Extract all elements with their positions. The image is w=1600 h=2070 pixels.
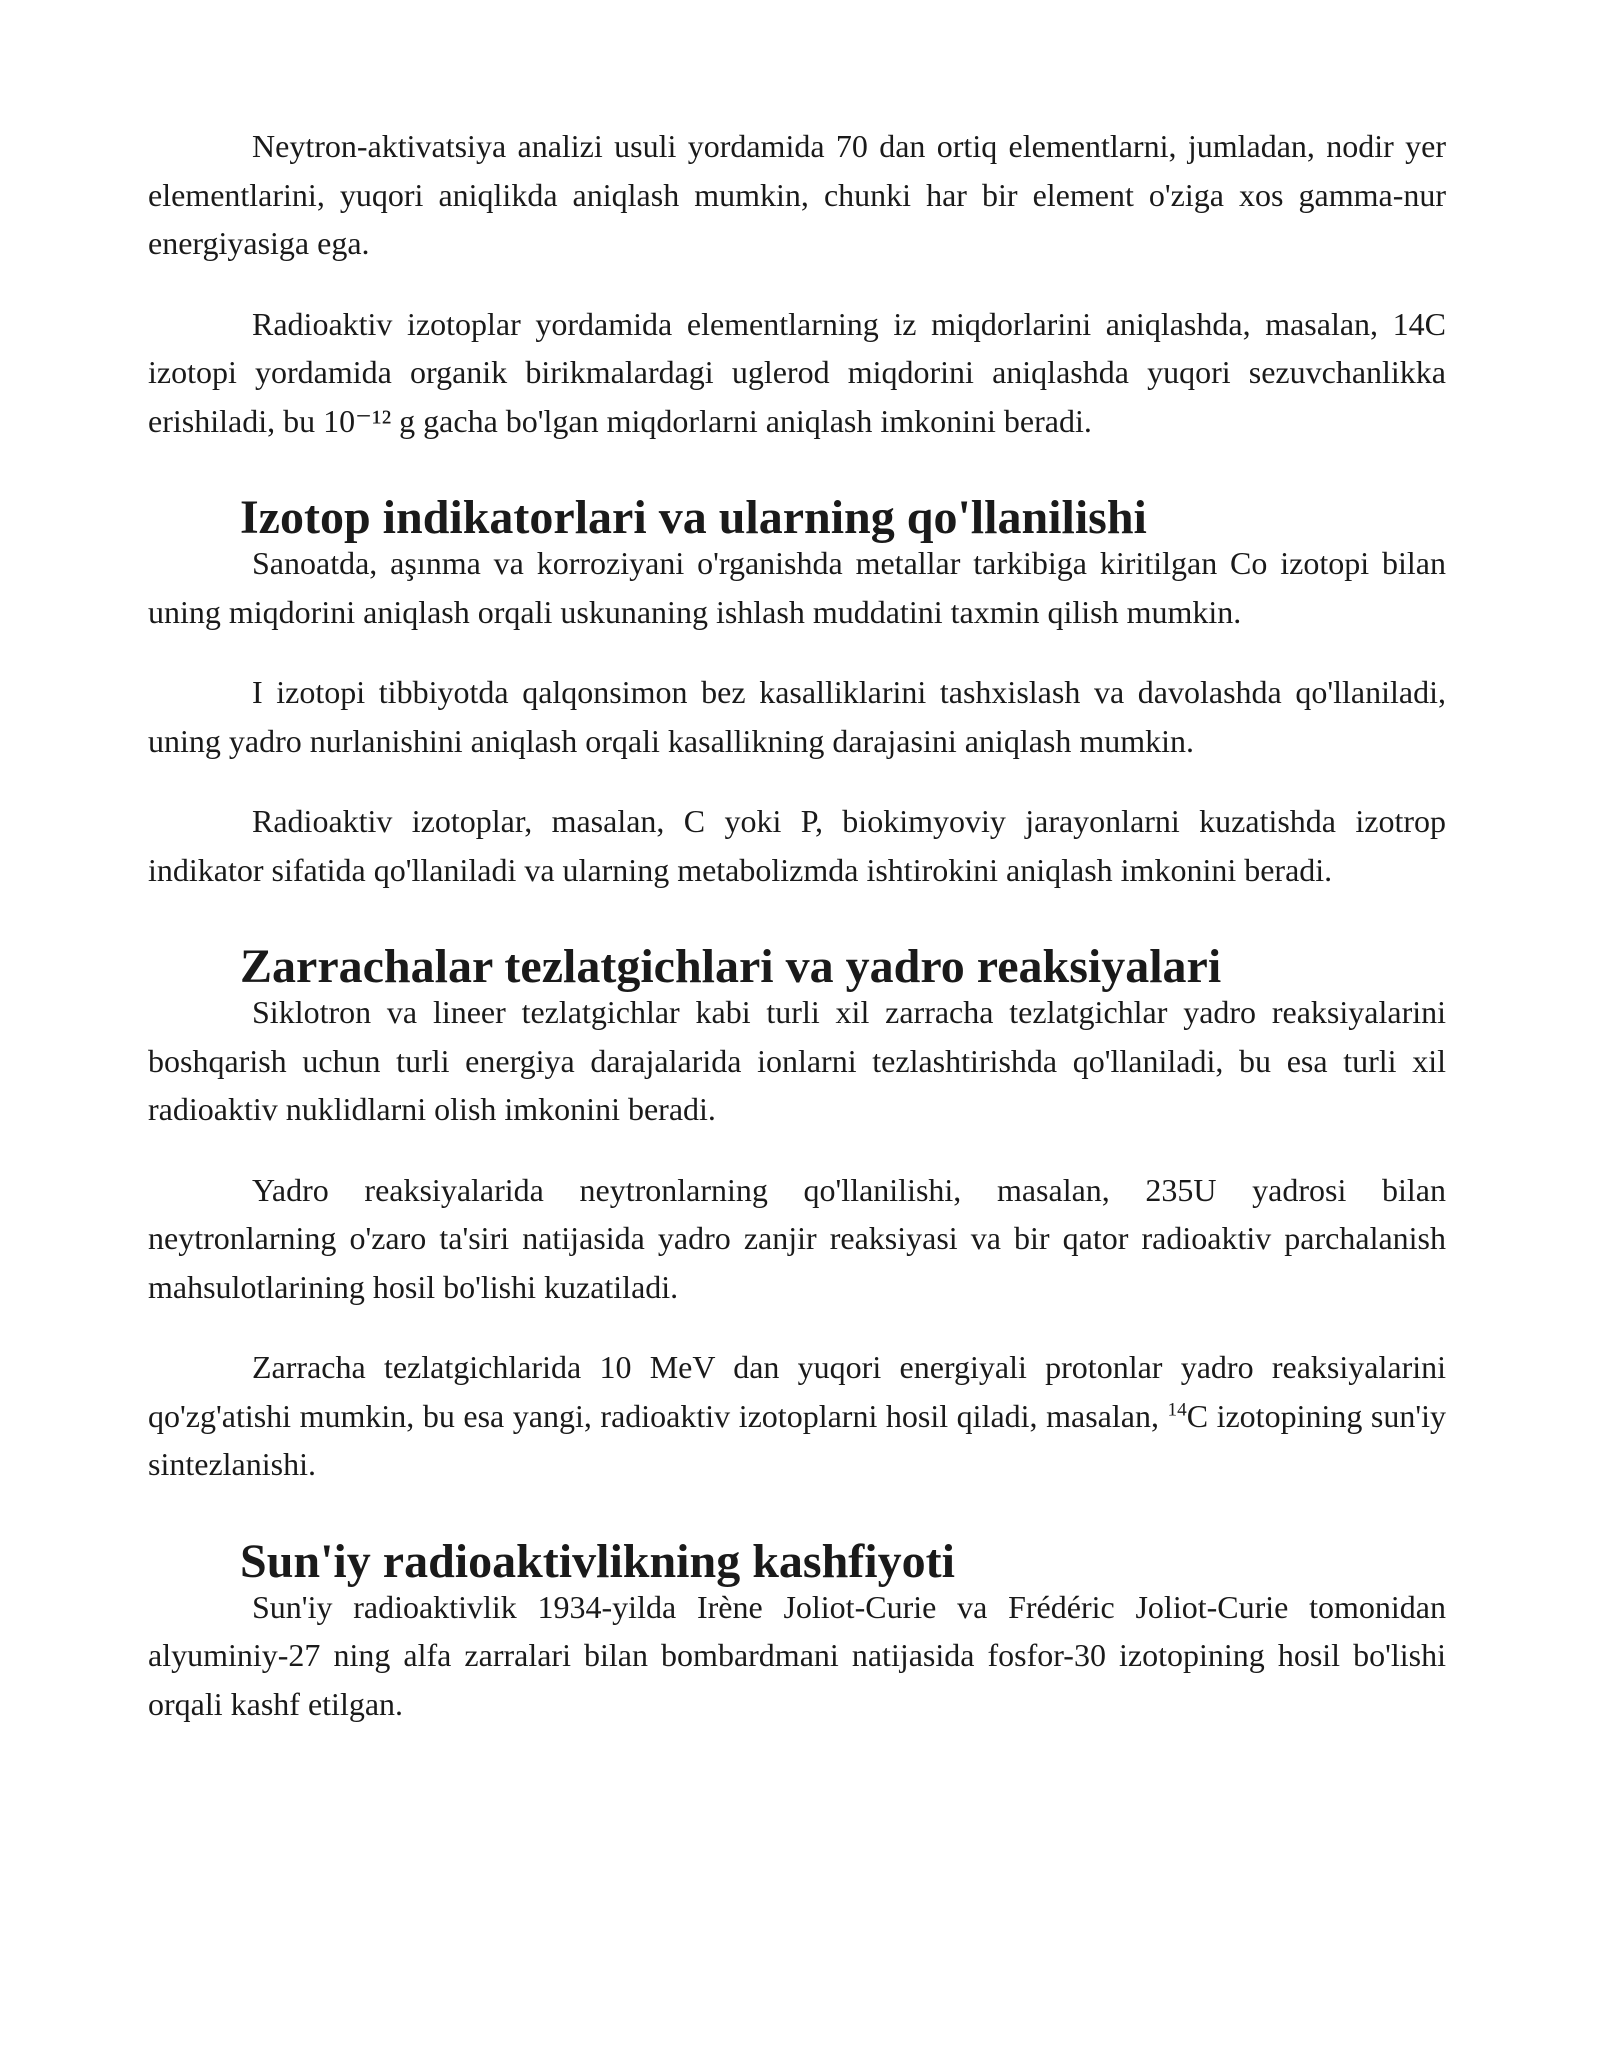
paragraph-text: Zarracha tezlatgichlarida 10 MeV dan yuqori energiyali protonlar yadro reaksiyalarini qo'zg'atishi mumkin, bu esa yangi, radioaktiv izotoplarni hosil qiladi, masalan, bbox=[148, 1349, 1446, 1434]
section-heading-accelerators: Zarrachalar tezlatgichlari va yadro reaksiyalari bbox=[240, 940, 1222, 993]
document-page bbox=[148, 122, 1446, 1728]
paragraph-neutron-activation: Neytron-aktivatsiya analizi usuli yordamida 70 dan ortiq elementlarni, jumladan, nodir yer elementlarini, yuqori aniqlikda aniqlash mumkin, chunki har bir element o'ziga xos gamma-nur energiyasiga ega. bbox=[148, 128, 1446, 261]
superscript-mass-number: 14 bbox=[1167, 1398, 1187, 1420]
paragraph-text: Radioaktiv izotoplar yordamida elementlarning iz miqdorlarini aniqlashda, masalan, 14C izotopi yordamida organik birikmalardagi uglerod miqdorini aniqlashda yuqori sezuvchanlikka erishiladi, bu bbox=[148, 305, 1446, 439]
paragraph-joliot-curie: Sun'iy radioaktivlik 1934-yilda Irène Joliot-Curie va Frédéric Joliot-Curie tomonidan alyuminiy-27 ning alfa zarralari bilan bombardmani natijasida fosfor-30 izotopining hosil bo'lishi orqali kashf etilgan. bbox=[148, 1588, 1446, 1722]
paragraph-iodine-medicine: I izotopi tibbiyotda qalqonsimon bez kasalliklarini tashxislash va davolashda qo'llaniladi, uning yadro nurlanishini aniqlash orqali kasallikning darajasini aniqlash mumkin. bbox=[148, 674, 1446, 759]
paragraph-biochemical-tracers: Radioaktiv izotoplar, masalan, C yoki P, biokimyoviy jarayonlarni kuzatishda izotrop indikator sifatida qo'llaniladi va ularning metabolizmda ishtirokini aniqlash imkonini beradi. bbox=[148, 803, 1446, 888]
paragraph-industry-cobalt: Sanoatda, aşınma va korroziyani o'rganishda metallar tarkibiga kiritilgan Co izotopi bilan uning miqdorini aniqlash orqali uskunaning ishlash muddatini taxmin qilish mumkin. bbox=[148, 545, 1446, 630]
section-heading-isotope-indicators: Izotop indikatorlari va ularning qo'llanilishi bbox=[240, 491, 1147, 544]
paragraph-text: C izotopining sun'iy sintezlanishi. bbox=[148, 1397, 1447, 1482]
section-heading-artificial-radioactivity: Sun'iy radioaktivlikning kashfiyoti bbox=[240, 1534, 955, 1588]
exponent-value: 10⁻¹² bbox=[323, 402, 392, 439]
paragraph-cyclotron: Siklotron va lineer tezlatgichlar kabi turli xil zarracha tezlatgichlar yadro reaksiyalarini boshqarish uchun turli energiya darajalarida ionlarni tezlashtirishda qo'llaniladi, bu esa turli xil radioaktiv nuklidlarni olish imkonini beradi. bbox=[148, 994, 1446, 1127]
paragraph-radioactive-isotopes bbox=[148, 300, 1446, 446]
paragraph-proton-reactions bbox=[148, 1343, 1446, 1489]
paragraph-text: g gacha bo'lgan miqdorlarni aniqlash imkonini beradi. bbox=[391, 402, 1092, 439]
paragraph-neutron-reactions: Yadro reaksiyalarida neytronlarning qo'llanilishi, masalan, 235U yadrosi bilan neytronlarning o'zaro ta'siri natijasida yadro zanjir reaksiyasi va bir qator radioaktiv parchalanish mahsulotlarining hosil bo'lishi kuzatiladi. bbox=[148, 1171, 1446, 1305]
